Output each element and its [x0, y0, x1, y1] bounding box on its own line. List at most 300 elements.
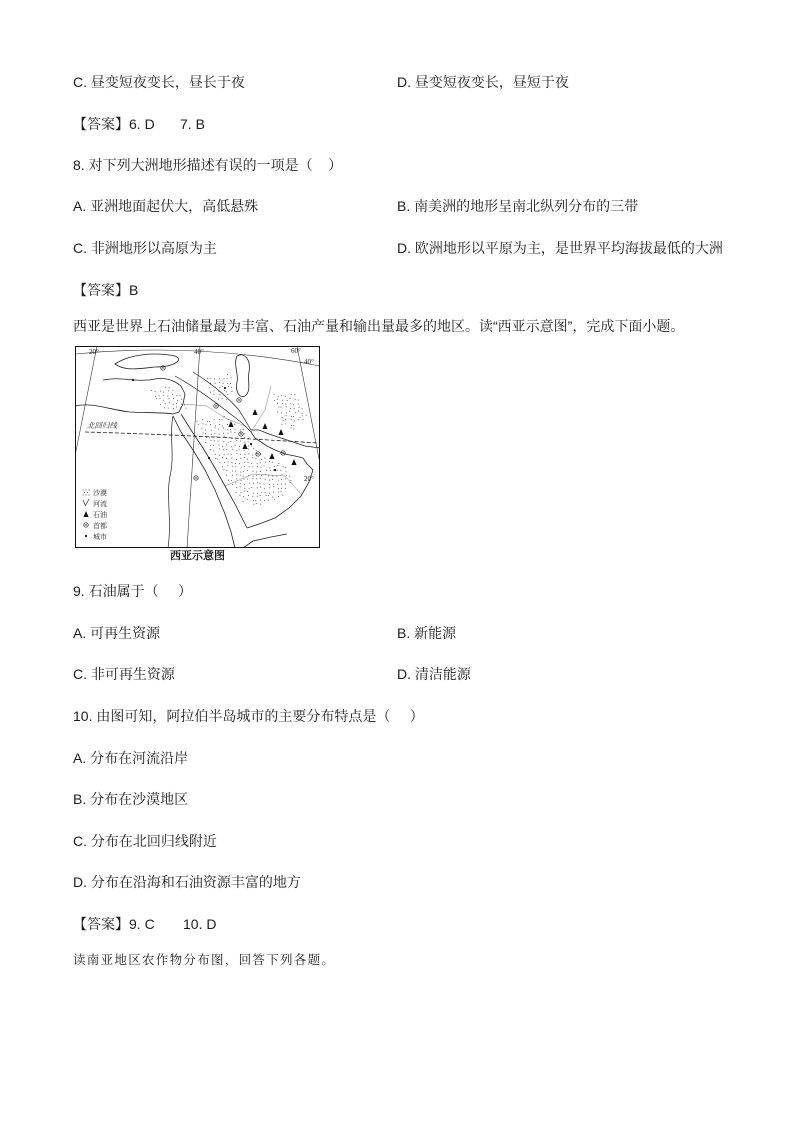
desert-dot [232, 471, 233, 472]
desert-dot [282, 403, 283, 404]
desert-dot [211, 440, 212, 441]
desert-dot [240, 483, 241, 484]
caspian-sea-coast [236, 355, 250, 397]
degree-label-top-left: 20° [89, 348, 99, 356]
desert-dot [228, 433, 229, 434]
tropic-label: 北回归线 [87, 421, 117, 430]
desert-dot [260, 487, 261, 488]
desert-dot [218, 441, 219, 442]
desert-dot [264, 484, 265, 485]
desert-dot [151, 390, 152, 391]
desert-dot [173, 398, 174, 399]
city-icon [208, 457, 210, 459]
red-sea-east-coast [181, 414, 247, 528]
desert-dot [226, 458, 227, 459]
desert-dot [285, 423, 286, 424]
capital-center-dot [215, 405, 216, 406]
city-icon [85, 535, 87, 537]
desert-dot [252, 478, 253, 479]
q10-stem: 10. 由图可知，阿拉伯半岛城市的主要分布特点是（ ） [73, 708, 424, 724]
black-sea-coast [115, 354, 179, 369]
desert-areas [151, 374, 307, 505]
q9-option-d: D. 清洁能源 [397, 666, 471, 682]
capital-center-dot [195, 477, 196, 478]
desert-dot [207, 378, 208, 379]
desert-dot [281, 424, 282, 425]
desert-dot [228, 461, 229, 462]
desert-dot [155, 396, 156, 397]
desert-dot [236, 450, 237, 451]
desert-dot [252, 455, 253, 456]
desert-dot [281, 395, 282, 396]
desert-dot [302, 408, 303, 409]
next-section-intro: 读南亚地区农作物分布图，回答下列各题。 [73, 953, 336, 967]
desert-dot [205, 433, 206, 434]
desert-dot [213, 450, 214, 451]
desert-dot [252, 457, 253, 458]
desert-dot [260, 483, 261, 484]
answer-8 [73, 280, 138, 300]
desert-dot [203, 433, 204, 434]
desert-dot [274, 400, 275, 401]
desert-dot [291, 394, 292, 395]
desert-dot [285, 467, 286, 468]
desert-dot [219, 433, 220, 434]
desert-dot [202, 419, 203, 420]
desert-dot [293, 425, 294, 426]
desert-dot [230, 429, 231, 430]
desert-dot [226, 444, 227, 445]
desert-dot [235, 466, 236, 467]
desert-dot [180, 395, 181, 396]
desert-dot [282, 417, 283, 418]
desert-dot [236, 478, 237, 479]
desert-dot [293, 416, 294, 417]
desert-dot [159, 395, 160, 396]
desert-dot [273, 484, 274, 485]
desert-dot [291, 416, 292, 417]
q10-option-d: D. 分布在沿海和石油资源丰富的地方 [73, 874, 301, 890]
desert-dot [205, 430, 206, 431]
desert-dot [243, 429, 244, 430]
desert-dot [230, 377, 231, 378]
desert-dot [210, 378, 211, 379]
desert-dot [306, 415, 307, 416]
desert-dot [165, 387, 166, 388]
desert-dot [260, 462, 261, 463]
desert-dot [264, 458, 265, 459]
desert-dot [278, 396, 279, 397]
desert-dot [286, 475, 287, 476]
desert-dot [256, 503, 257, 504]
desert-dot [227, 424, 228, 425]
q8-option-d: D. 欧洲地形以平原为主，是世界平均海拔最低的大洲 [397, 240, 723, 256]
desert-dot [253, 500, 254, 501]
desert-dot [163, 392, 164, 393]
desert-dot [244, 454, 245, 455]
desert-dot [228, 454, 229, 455]
desert-dot [249, 483, 250, 484]
desert-dot [266, 495, 267, 496]
desert-dot [231, 387, 232, 388]
desert-dot [290, 480, 291, 481]
desert-dot [224, 454, 225, 455]
degree-label-top-right: 60° [291, 347, 301, 355]
desert-dot [293, 404, 294, 405]
desert-dot [235, 445, 236, 446]
desert-dot [215, 454, 216, 455]
desert-dot [232, 484, 233, 485]
desert-dot [219, 424, 220, 425]
desert-dot [278, 492, 279, 493]
desert-dot [217, 459, 218, 460]
q9-option-c: C. 非可再生资源 [73, 666, 175, 682]
desert-dot [248, 442, 249, 443]
legend-label-river: 河流 [93, 500, 107, 508]
desert-dot [285, 478, 286, 479]
desert-dot [281, 488, 282, 489]
desert-dot [227, 394, 228, 395]
desert-dot [269, 493, 270, 494]
desert-dot [156, 398, 157, 399]
legend-label-desert: 沙漠 [93, 489, 107, 497]
desert-dot [289, 411, 290, 412]
desert-dot [234, 424, 235, 425]
desert-dot [298, 419, 299, 420]
desert-dot [269, 487, 270, 488]
desert-dot [277, 470, 278, 471]
desert-dot [256, 450, 257, 451]
country-border [251, 386, 271, 432]
desert-dot [282, 474, 283, 475]
desert-dot [240, 454, 241, 455]
desert-dot [219, 419, 220, 420]
desert-dot [227, 429, 228, 430]
desert-dot [219, 387, 220, 388]
desert-dot [265, 492, 266, 493]
desert-dot [232, 391, 233, 392]
desert-dot [282, 400, 283, 401]
degree-label-right-lower: 20° [304, 475, 314, 483]
desert-dot [280, 470, 281, 471]
desert-dot [239, 449, 240, 450]
capital-center-dot [162, 367, 163, 368]
desert-dot [278, 407, 279, 408]
answer-item-9: 9. C [129, 916, 155, 932]
desert-dot [223, 449, 224, 450]
desert-dot [219, 448, 220, 449]
desert-dot [215, 426, 216, 427]
desert-dot [244, 433, 245, 434]
desert-dot [210, 392, 211, 393]
desert-dot [155, 391, 156, 392]
desert-dot [227, 465, 228, 466]
desert-dot [251, 487, 252, 488]
desert-dot [244, 484, 245, 485]
desert-dot [160, 391, 161, 392]
desert-dot [253, 483, 254, 484]
desert-dot [235, 471, 236, 472]
desert-dot [227, 378, 228, 379]
desert-dot [251, 446, 252, 447]
desert-dot [273, 470, 274, 471]
desert-dot [244, 466, 245, 467]
desert-dot [210, 449, 211, 450]
desert-dot [231, 432, 232, 433]
desert-dot [235, 463, 236, 464]
desert-dot [244, 491, 245, 492]
desert-dot [261, 475, 262, 476]
desert-dot [222, 466, 223, 467]
desert-dot [220, 462, 221, 463]
desert-dot [286, 406, 287, 407]
desert-dot [239, 463, 240, 464]
desert-dot [244, 457, 245, 458]
desert-dot [283, 466, 284, 467]
q7-option-c: C. 昼变短夜变长，昼长于夜 [73, 74, 245, 90]
desert-dot [168, 408, 169, 409]
desert-dot [300, 417, 301, 418]
q8-option-b: B. 南美洲的地形呈南北纵列分布的三带 [397, 198, 639, 214]
desert-dot [163, 400, 164, 401]
desert-dot [224, 462, 225, 463]
desert-dot [260, 495, 261, 496]
desert-dot [215, 383, 216, 384]
desert-dot [261, 467, 262, 468]
desert-dot [234, 429, 235, 430]
desert-dot [290, 398, 291, 399]
desert-dot [209, 437, 210, 438]
desert-dot [273, 486, 274, 487]
oil-icon [228, 421, 233, 427]
desert-dot [294, 408, 295, 409]
desert-dot [181, 399, 182, 400]
desert-dot [278, 480, 279, 481]
desert-dot [228, 442, 229, 443]
desert-dot [281, 484, 282, 485]
desert-dot [239, 495, 240, 496]
desert-dot [241, 492, 242, 493]
degree-label-right-upper: 40° [304, 358, 314, 366]
desert-dot [282, 495, 283, 496]
desert-dot [257, 493, 258, 494]
desert-dot [176, 407, 177, 408]
desert-dot [285, 484, 286, 485]
desert-dot [272, 476, 273, 477]
oil-icon [252, 409, 257, 415]
north-africa-coast [75, 405, 179, 414]
desert-dot [256, 475, 257, 476]
desert-dot [272, 462, 273, 463]
desert-dot [240, 458, 241, 459]
desert-dot [197, 421, 198, 422]
oil-icon [291, 459, 296, 465]
desert-dot [274, 466, 275, 467]
desert-dot [207, 421, 208, 422]
desert-dot [210, 445, 211, 446]
anatolia-levant-coast [103, 378, 185, 412]
desert-dot [231, 446, 232, 447]
desert-dot [167, 396, 168, 397]
legend-label-city: 城市 [93, 533, 107, 541]
nile-river [168, 416, 173, 548]
degree-label-top-mid: 40° [194, 348, 204, 356]
desert-dot [214, 427, 215, 428]
desert-dot [260, 471, 261, 472]
persian-gulf-arabian-coast [251, 432, 303, 458]
desert-dot [260, 478, 261, 479]
desert-dot [281, 407, 282, 408]
desert-dot [206, 437, 207, 438]
q8-option-a: A. 亚洲地面起伏大，高低悬殊 [73, 198, 259, 214]
desert-dot [215, 458, 216, 459]
desert-dot [253, 493, 254, 494]
map-caption: 西亚示意图 [170, 550, 225, 562]
desert-dot [247, 459, 248, 460]
desert-dot [169, 387, 170, 388]
desert-dot [230, 383, 231, 384]
desert-dot [265, 462, 266, 463]
desert-dot [160, 398, 161, 399]
desert-dot [177, 400, 178, 401]
desert-dot [231, 454, 232, 455]
desert-dot [223, 383, 224, 384]
desert-dot [294, 421, 295, 422]
capital-center-dot [85, 524, 86, 525]
desert-dot [223, 469, 224, 470]
desert-dot [172, 394, 173, 395]
desert-dot [268, 475, 269, 476]
desert-dot [236, 487, 237, 488]
desert-dot [222, 398, 223, 399]
capital-center-dot [282, 452, 283, 453]
desert-dot [272, 497, 273, 498]
desert-dot [298, 400, 299, 401]
desert-dot [266, 470, 267, 471]
desert-dot [219, 378, 220, 379]
oil-icon [278, 429, 283, 435]
desert-dot [227, 374, 228, 375]
desert-dot [205, 442, 206, 443]
desert-dot [244, 462, 245, 463]
desert-dot [270, 470, 271, 471]
desert-dot [219, 394, 220, 395]
desert-dot [231, 480, 232, 481]
persian-gulf-iran-coast [251, 430, 320, 448]
desert-dot [231, 458, 232, 459]
desert-dot [285, 471, 286, 472]
desert-dot [173, 408, 174, 409]
desert-dot [223, 441, 224, 442]
desert-dot [248, 449, 249, 450]
desert-dot [248, 453, 249, 454]
q7-option-d: D. 昼变短夜变长，昼短于夜 [397, 74, 569, 90]
desert-dot [181, 404, 182, 405]
capital-center-dot [238, 399, 239, 400]
desert-dot [302, 415, 303, 416]
map-legend [79, 484, 123, 545]
desert-dot [281, 412, 282, 413]
desert-dot [176, 403, 177, 404]
desert-dot [247, 479, 248, 480]
passage-text: 西亚是世界上石油储量最为丰富、石油产量和输出量最多的地区。读“西亚示意图”，完成下面小题。 [73, 318, 685, 334]
q8-option-c: C. 非洲地形以高原为主 [73, 240, 217, 256]
city-icon [132, 379, 134, 381]
desert-dot [257, 466, 258, 467]
desert-dot [164, 407, 165, 408]
desert-dot [160, 404, 161, 405]
desert-dot [272, 479, 273, 480]
horn-of-africa-coast [243, 534, 287, 548]
answer-label: 【答案】 [73, 916, 129, 932]
desert-dot [285, 396, 286, 397]
desert-dot [213, 394, 214, 395]
desert-dot [256, 472, 257, 473]
desert-dot [260, 504, 261, 505]
desert-dot [261, 492, 262, 493]
desert-dot [223, 433, 224, 434]
desert-dot [176, 395, 177, 396]
desert-dot [172, 390, 173, 391]
desert-dot [274, 394, 275, 395]
desert-dot [224, 436, 225, 437]
desert-dot [211, 434, 212, 435]
desert-dot [236, 453, 237, 454]
desert-dot [206, 424, 207, 425]
desert-dot [232, 475, 233, 476]
desert-dot [253, 448, 254, 449]
desert-dot [240, 486, 241, 487]
desert-dot [201, 428, 202, 429]
q9-option-a: A. 可再生资源 [73, 625, 161, 641]
desert-dot [226, 391, 227, 392]
desert-dot [243, 476, 244, 477]
desert-dot [241, 480, 242, 481]
desert-dot [277, 412, 278, 413]
desert-dot [247, 491, 248, 492]
desert-dot [240, 432, 241, 433]
desert-dot [249, 466, 250, 467]
desert-dot [213, 445, 214, 446]
oil-icon [262, 423, 267, 429]
desert-dot [209, 421, 210, 422]
desert-dot [228, 386, 229, 387]
desert-dot [248, 445, 249, 446]
desert-dot [295, 399, 296, 400]
west-asia-map [75, 346, 320, 548]
desert-dot [218, 399, 219, 400]
desert-dot [243, 496, 244, 497]
answer-item-6: 6. D [129, 116, 155, 132]
desert-dot [294, 394, 295, 395]
desert-dot [232, 449, 233, 450]
desert-dot [224, 416, 225, 417]
desert-dot [291, 427, 292, 428]
desert-dot [256, 478, 257, 479]
desert-dot [257, 463, 258, 464]
desert-dot [278, 488, 279, 489]
desert-dot [285, 419, 286, 420]
desert-dot [244, 479, 245, 480]
answer-item-8: B [129, 282, 139, 298]
desert-dot [257, 482, 258, 483]
desert-dot [285, 488, 286, 489]
city-icon [250, 443, 252, 445]
desert-dot [295, 412, 296, 413]
answer-label: 【答案】 [73, 116, 129, 132]
desert-dot [269, 461, 270, 462]
desert-dot [239, 446, 240, 447]
